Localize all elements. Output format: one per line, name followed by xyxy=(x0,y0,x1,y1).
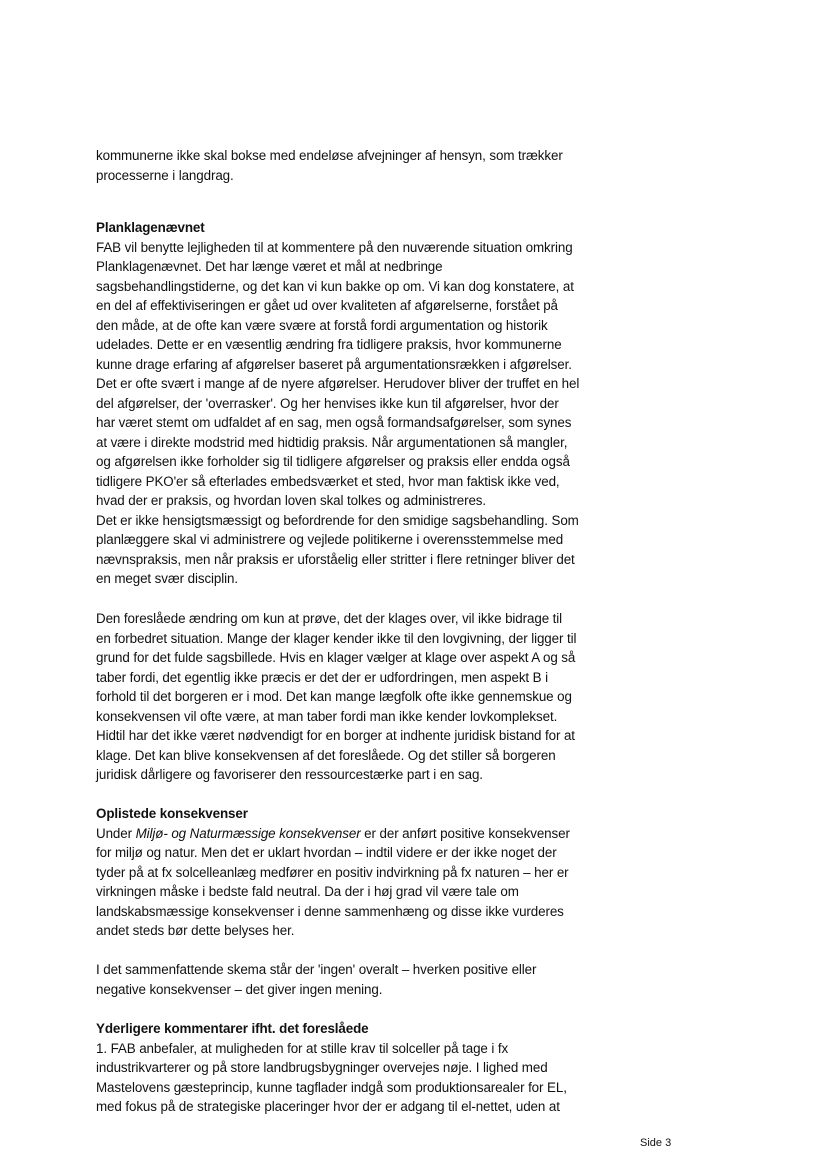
text-line: en forbedret situation. Mange der klager kender ikke til den lovgivning, der ligger til xyxy=(96,630,577,646)
section-heading: Oplistede konsekvenser xyxy=(96,806,248,821)
intro-paragraph xyxy=(96,146,636,185)
text-line: del afgørelser, der 'overrasker'. Og her henvises ikke kun til afgørelser, hvor der xyxy=(96,395,559,411)
text-line: FAB vil benytte lejligheden til at kommentere på den nuværende situation omkring xyxy=(96,239,573,255)
planklage-section xyxy=(96,218,636,589)
text-line: processerne i langdrag. xyxy=(96,167,234,183)
text-line: I det sammenfattende skema står der 'ingen' overalt – hverken positive eller xyxy=(96,962,537,977)
konsekvenser-section xyxy=(96,804,636,941)
text-line: har været stemt om udfaldet af en sag, men også formandsafgørelser, som synes xyxy=(96,415,572,430)
skema-paragraph xyxy=(96,960,636,999)
text-line: tyder på at fx solcelleanlæg medfører en positiv indvirkning på fx naturen – her er xyxy=(96,864,569,880)
text-line: grund for det fulde sagsbillede. Hvis en klager vælger at klage over aspekt A og så xyxy=(96,650,576,665)
text-fragment: er der anført positive konsekvenser xyxy=(360,825,570,841)
text-line: Det er ofte svært i mange af de nyere afgørelser. Herudover bliver der truffet en hel xyxy=(96,376,580,391)
text-line: negative konsekvenser – det giver ingen mening. xyxy=(96,981,383,997)
text-line: en del af effektiviseringen er gået ud over kvaliteten af afgørelserne, forstået på xyxy=(96,298,558,313)
text-line: og afgørelsen ikke forholder sig til tidligere afgørelser og praksis eller endda også xyxy=(96,454,570,469)
text-line: Mastelovens gæsteprincip, kunne tagflader indgå som produktionsarealer for EL, xyxy=(96,1079,567,1095)
italic-term: Miljø- og Naturmæssige konsekvenser xyxy=(135,825,361,841)
text-line: taber fordi, det egentlig ikke præcis er det der er udfordringen, men aspekt B i xyxy=(96,669,548,685)
text-line: virkningen måske i bedste fald neutral. Da der i høj grad vil være tale om xyxy=(96,884,519,899)
text-line: en meget svær disciplin. xyxy=(96,571,238,586)
text-line: industrikvarterer og på store landbrugsbygninger overvejes nøje. I lighed med xyxy=(96,1060,548,1075)
text-line: klage. Det kan blive konsekvensen af det foreslåede. Og det stiller så borgeren xyxy=(96,747,556,763)
text-line: kommunerne ikke skal bokse med endeløse afvejninger af hensyn, som trækker xyxy=(96,148,563,163)
section-heading: Planklagenævnet xyxy=(96,220,205,235)
text-line: Planklagenævnet. Det har længe været et mål at nedbringe xyxy=(96,259,443,274)
text-line: med fokus på de strategiske placeringer hvor der er adgang til el-nettet, uden at xyxy=(96,1099,560,1114)
page-number: Side 3 xyxy=(640,1137,672,1149)
text-line: Den foreslåede ændring om kun at prøve, det der klages over, vil ikke bidrage til xyxy=(96,611,563,626)
text-line xyxy=(96,824,636,844)
text-line: udelades. Dette er en væsentlig ændring fra tidligere praksis, hvor kommunerne xyxy=(96,337,562,352)
text-line: juridisk dårligere og favoriserer den ressourcestærke part i en sag. xyxy=(96,767,483,782)
text-line: konsekvensen vil ofte være, at man taber fordi man ikke kender lovkomplekset. xyxy=(96,708,558,724)
text-line: nævnspraksis, men når praksis er uforståelig eller stritter i flere retninger bliver det xyxy=(96,551,575,567)
aendring-paragraph xyxy=(96,609,636,785)
text-line: for miljø og natur. Men det er uklart hvordan – indtil videre er der ikke noget der xyxy=(96,845,557,860)
text-line: den måde, at de ofte kan være svære at forstå fordi argumentation og historik xyxy=(96,317,548,333)
text-line: tidligere PKO'er så efterlades embedsværket et sted, hvor man faktisk ikke ved, xyxy=(96,473,560,489)
text-line: hvad der er praksis, og hvordan loven skal tolkes og administreres. xyxy=(96,493,487,508)
text-line: planlæggere skal vi administrere og vejlede politikerne i overensstemmelse med xyxy=(96,532,564,547)
text-line: forhold til det borgeren er i mod. Det kan mange lægfolk ofte ikke gennemskue og xyxy=(96,689,572,704)
text-line: andet steds bør dette belyses her. xyxy=(96,923,295,938)
text-line: landskabsmæssige konsekvenser i denne sammenhæng og disse ikke vurderes xyxy=(96,903,564,919)
text-line: kunne drage erfaring af afgørelser baseret på argumentationsrækken i afgørelser. xyxy=(96,356,572,372)
text-line: 1. FAB anbefaler, at muligheden for at stille krav til solceller på tage i fx xyxy=(96,1040,509,1056)
text-line: Hidtil har det ikke været nødvendigt for en borger at indhente juridisk bistand for at xyxy=(96,728,575,743)
section-heading: Yderligere kommentarer ifht. det foreslåede xyxy=(96,1021,369,1036)
text-line: Det er ikke hensigtsmæssigt og befordrende for den smidige sagsbehandling. Som xyxy=(96,512,579,528)
text-line: at være i direkte modstrid med hidtidig praksis. Når argumentationen så mangler, xyxy=(96,434,568,450)
text-line: sagsbehandlingstiderne, og det kan vi kun bakke op om. Vi kan dog konstatere, at xyxy=(96,278,574,294)
yderligere-section xyxy=(96,1019,636,1117)
text-fragment: Under xyxy=(96,825,136,841)
